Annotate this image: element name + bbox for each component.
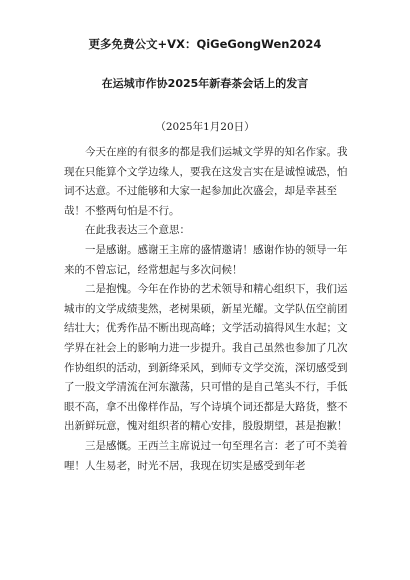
paragraph-thanks: 一是感谢。感谢王主席的盛情邀请！感谢作协的领导一年来的不曾忘记，经常想起与多次问候！ (64, 243, 348, 276)
paragraph-intro: 今天在座的有很多的都是我们运城文学界的知名作家。我现在只能算个文学边缘人，要我在这发言实在是诚惶诚恐，怕词不达意。不过能够和大家一起参加此次盛会，却是幸甚至哉！不整两句怕是不行。 (64, 146, 348, 217)
paragraph-reflection: 三是感慨。王西兰主席说过一句至理名言：老了可不美着哩！人生易老，时光不居，我现在切实是感受到年老 (64, 439, 348, 472)
paragraph-apology: 二是抱愧。今年在作协的艺术领导和精心组织下，我们运城市的文学成绩斐然，老树果硕，新星光耀。文学队伍空前团结壮大；优秀作品不断出现高峰；文学活动搞得风生水起；文学界在社会上的影响力进一步提升。我自己虽然也参加了几次作协组织的活动，到新绛采风，到师专文学交流，深切感受到了一股文学清流在河东激荡，只可惜的是自己笔头不行，手低眼不高，拿不出像样作品，写个诗填个词还都是大路货，整不出新鲜玩意，愧对组织者的精心安排，殷殷期望，甚是抱歉！ (64, 283, 348, 433)
document-date: （2025年1月20日） (155, 121, 255, 133)
paragraph-three-points: 在此我表达三个意思： (85, 224, 190, 237)
document-body (64, 143, 354, 476)
watermark-header: 更多免费公文+VX：QiGeGongWen2024 (88, 37, 322, 51)
document-title: 在运城市作协2025年新春茶会话上的发言 (101, 77, 309, 90)
